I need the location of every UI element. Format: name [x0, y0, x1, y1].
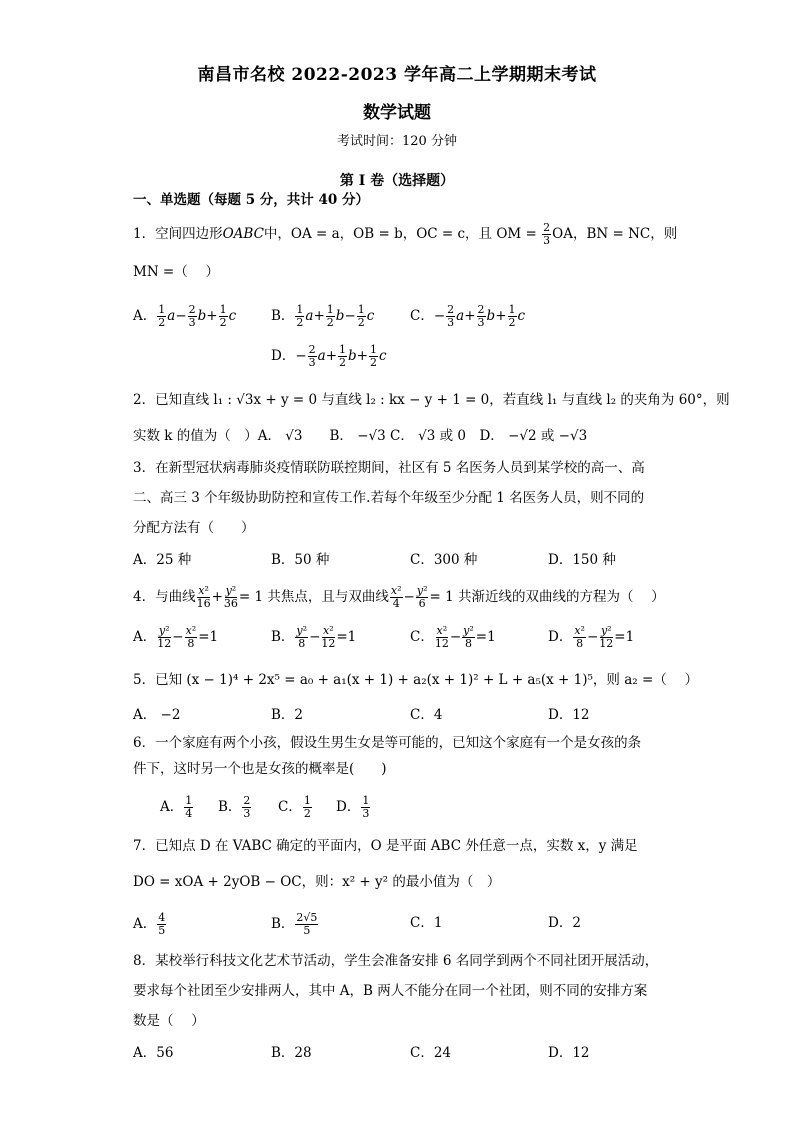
q5-stem: 5．已知 (x − 1)⁴ + 2x⁵ = a₀ + a₁(x + 1) + a₂(x + 1)² + L + a₅(x + 1)⁵，则 a₂ =（ ） [133, 672, 699, 688]
q2-stem: 2．已知直线 l₁ : √3x + y = 0 与直线 l₂ : kx − y + 1 = 0，若直线 l₁ 与直线 l₂ 的夹角为 60°，则 [133, 392, 730, 408]
q3-stem: 3．在新型冠状病毒肺炎疫情联防联控期间，社区有 5 名医务人员到某学校的高一、高 [133, 460, 645, 476]
q3-option-c[interactable]: C．300 种 [410, 552, 478, 568]
q1-stem-part: 中， [263, 226, 291, 242]
q6-stem: 6．一个家庭有两个小孩，假设生男生女是等可能的，已知这个家庭有一个是女孩的条 [133, 735, 642, 751]
q6-option-a[interactable]: A． $\frac{1}{4}$ [160, 794, 193, 820]
q1-option-d[interactable]: D．− $\frac{2}{3}$ a+ $\frac{1}{2}$ b+ $\frac{1}{2}$ c [271, 343, 387, 369]
exam-subject: 数学试题 [363, 103, 431, 123]
part-heading: 第 I 卷（选择题） [339, 173, 455, 189]
q1-quad-name: OABC [222, 226, 264, 242]
q1-fraction: $\frac{2}{3}$ [543, 221, 551, 247]
exam-title: 南昌市名校 2022-2023 学年高二上学期期末考试 [197, 65, 597, 85]
q7-stem-line2: DO = xOA + 2yOB − OC，则：x² + y² 的最小值为（ ） [133, 874, 501, 890]
q5-option-b[interactable]: B．2 [271, 707, 304, 723]
q6-option-d[interactable]: D． $\frac{1}{3}$ [336, 794, 370, 820]
q4-option-a[interactable]: A． $\frac{\text{y²}}{12}$ − $\frac{\text{x²}}{8}$ =1 [133, 624, 219, 650]
q8-stem-line3: 数是（ ） [133, 1013, 205, 1029]
q3-option-d[interactable]: D．150 种 [548, 552, 616, 568]
q1-option-c[interactable]: C．− $\frac{2}{3}$ a+ $\frac{2}{3}$ b+ $\frac{1}{2}$ c [410, 303, 526, 329]
q8-stem: 8．某校举行科技文化艺术节活动，学生会准备安排 6 名同学到两个不同社团开展活动， [133, 953, 659, 969]
q1-stem-part: 1．空间四边形 [133, 226, 223, 242]
q4-option-c[interactable]: C． $\frac{\text{x²}}{12}$ − $\frac{\text{y²}}{8}$ =1 [410, 624, 496, 650]
q4-stem: 4．与曲线 $\frac{\text{x²}}{16}$ + $\frac{\text{y²}}{36}$ = 1 共焦点，且与双曲线 $\frac{\text{x²}}{4}$ − $\frac{\text{y²}}{6}$ = 1 共渐近线的双曲线的方程为（ ） [133, 584, 665, 610]
q5-option-c[interactable]: C．4 [410, 707, 443, 723]
q1-stem [133, 222, 677, 247]
q7-option-b[interactable]: B． $\frac{2√5}{5}$ [271, 911, 318, 937]
q2-stem-options: 实数 k 的值为（ ）A． √3 B． −√3 C． √3 或 0 D． −√2 或 −√3 [133, 428, 588, 444]
q1-stem-line2: MN =（ ） [133, 264, 220, 280]
q1-option-a[interactable]: A． $\frac{1}{2}$ a− $\frac{2}{3}$ b+ $\frac{1}{2}$ c [133, 303, 237, 329]
q4-option-d[interactable]: D． $\frac{\text{x²}}{8}$ − $\frac{\text{y²}}{12}$ =1 [548, 624, 635, 650]
q8-option-b[interactable]: B．28 [271, 1045, 312, 1061]
q8-option-a[interactable]: A．56 [133, 1045, 174, 1061]
exam-time: 考试时间：120 分钟 [337, 134, 457, 149]
q3-stem-line2: 二、高三 3 个年级协助防控和宣传工作.若每个年级至少分配 1 名医务人员，则不同的 [133, 490, 645, 506]
q4-option-b[interactable]: B． $\frac{\text{y²}}{8}$ − $\frac{\text{x²}}{12}$ =1 [271, 624, 357, 650]
q1-option-b[interactable]: B． $\frac{1}{2}$ a+ $\frac{1}{2}$ b− $\frac{1}{2}$ c [271, 303, 375, 329]
q3-option-b[interactable]: B．50 种 [271, 552, 330, 568]
q6-option-b[interactable]: B． $\frac{2}{3}$ [218, 794, 251, 820]
q1-stem-tail: OA，BN = NC，则 [552, 226, 678, 242]
q5-option-a[interactable]: A． −2 [133, 707, 181, 723]
q7-option-d[interactable]: D．2 [548, 915, 581, 931]
q5-option-d[interactable]: D．12 [548, 707, 590, 723]
q8-stem-line2: 要求每个社团至少安排两人，其中 A，B 两人不能分在同一个社团，则不同的安排方案 [133, 983, 648, 999]
q6-option-c[interactable]: C． $\frac{1}{2}$ [278, 794, 311, 820]
q7-stem: 7．已知点 D 在 VABC 确定的平面内，O 是平面 ABC 外任意一点，实数 x，y 满足 [133, 838, 638, 854]
q3-stem-line3: 分配方法有（ ） [133, 520, 255, 536]
section-heading: 一、单选题（每题 5 分，共计 40 分） [133, 192, 369, 208]
q7-option-a[interactable]: A． $\frac{4}{5}$ [133, 911, 166, 937]
q1-stem-vectors: OA = a，OB = b，OC = c，且 OM = [290, 226, 542, 242]
q8-option-c[interactable]: C．24 [410, 1045, 452, 1061]
q6-stem-line2: 件下，这时另一个也是女孩的概率是( ) [133, 761, 387, 777]
q8-option-d[interactable]: D．12 [548, 1045, 590, 1061]
q7-option-c[interactable]: C．1 [410, 915, 443, 931]
q3-option-a[interactable]: A．25 种 [133, 552, 192, 568]
